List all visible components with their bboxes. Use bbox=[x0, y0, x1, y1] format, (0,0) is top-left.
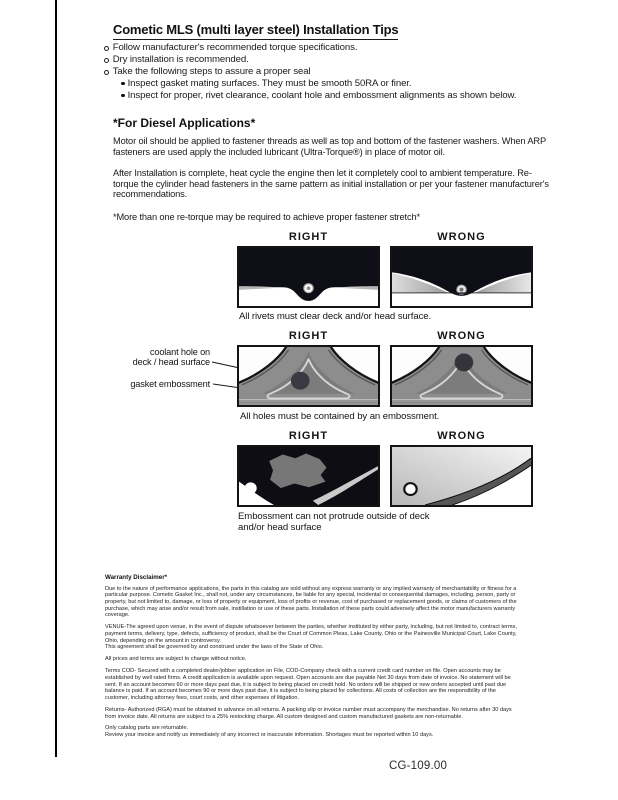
rivet-right-illustration bbox=[239, 248, 378, 306]
list-item bbox=[104, 42, 516, 54]
circle-bullet-icon bbox=[104, 46, 109, 51]
list-item bbox=[104, 66, 516, 78]
gasket-embossment-annotation: gasket embossment bbox=[130, 379, 210, 389]
diesel-paragraph: After Installation is complete, heat cycle the engine then let it completely cool to ambient temperature. Re-torque the cylinder head fasteners in the same pattern as initial installation or per your fastener manufacturer's recommendations. bbox=[113, 168, 549, 200]
disclaimer-paragraph: Returns- Authorized (RGA) must be obtained in advance on all returns. A packing slip or invoice number must accompany the merchandise. No returns after 30 days from invoice date. All returns are subject to a 25% restocking charge. All custom designed and custom manufactured gaskets are non-returnable. bbox=[105, 706, 512, 720]
embossment-caption bbox=[238, 511, 429, 533]
diesel-section-heading: *For Diesel Applications* bbox=[113, 116, 256, 130]
list-item bbox=[121, 90, 516, 102]
coolant-wrong-illustration bbox=[392, 347, 531, 405]
tip-text: Dry installation is recommended. bbox=[112, 54, 249, 65]
rivet-wrong-illustration bbox=[392, 248, 531, 306]
page-title bbox=[113, 22, 398, 37]
tip-text: Inspect gasket mating surfaces. They must be smooth 50RA or finer. bbox=[127, 78, 412, 89]
diesel-paragraph: Motor oil should be applied to fastener threads as well as top and bottom of the fastener washers. When ARP fasteners are used apply the included lubricant (Ultra-Torque®) in place of motor oil. bbox=[113, 136, 546, 157]
list-item bbox=[121, 78, 516, 90]
circle-bullet-icon bbox=[104, 58, 109, 63]
tip-text: Inspect for proper, rivet clearance, coolant hole and embossment alignments as shown below. bbox=[127, 90, 517, 101]
disclaimer-heading: Warranty Disclaimer* bbox=[105, 574, 168, 581]
dot-bullet-icon bbox=[121, 94, 125, 98]
rivet-wrong-diagram bbox=[390, 246, 533, 308]
embossment-caption-line: Embossment can not protrude outside of deck bbox=[238, 511, 430, 522]
coolant-wrong-label: WRONG bbox=[437, 330, 486, 342]
page-edge-line bbox=[55, 0, 57, 757]
embossment-caption-line: and/or head surface bbox=[238, 522, 322, 533]
annotation-line: deck / head surface bbox=[132, 357, 210, 367]
embossment-wrong-illustration bbox=[392, 447, 531, 505]
embossment-wrong-diagram bbox=[390, 445, 533, 507]
circle-bullet-icon bbox=[104, 70, 109, 75]
warranty-disclaimer bbox=[105, 574, 519, 744]
page-title-text: Cometic MLS (multi layer steel) Installation Tips bbox=[113, 22, 398, 40]
embossment-right-label: RIGHT bbox=[288, 430, 329, 442]
disclaimer-paragraph: Terms COD- Secured with a completed dealer/jobber application on File, COD-Company check with a current credit card number on file. Open accounts may be established by well rated firms. A credit application is available upon request. Open accounts are due payable Net 30 days from date of invoice. No statement will be sent. If an account becomes 60 or more days past due, it is subject to being placed on credit hold. No orders will be shipped or new orders accepted until past due balance is paid. If an account becomes 90 or more days past due, it is subject to being placed for collections. All costs of collection are the responsibility of the customer, including attorney fees, court costs, and other expenses of litigation. bbox=[105, 668, 511, 701]
coolant-right-illustration bbox=[239, 347, 378, 405]
rivet-caption: All rivets must clear deck and/or head surface. bbox=[239, 311, 432, 322]
retorque-note: *More than one re-torque may be required to achieve proper fastener stretch* bbox=[113, 212, 420, 222]
embossment-right-diagram bbox=[237, 445, 380, 507]
document-number: CG-109.00 bbox=[389, 760, 448, 772]
coolant-wrong-diagram bbox=[390, 345, 533, 407]
embossment-wrong-label: WRONG bbox=[437, 430, 486, 442]
rivet-right-label: RIGHT bbox=[288, 231, 329, 243]
dot-bullet-icon bbox=[121, 82, 125, 86]
embossment-right-illustration bbox=[239, 447, 378, 505]
rivet-wrong-label: WRONG bbox=[437, 231, 486, 243]
tip-text: Follow manufacturer's recommended torque specifications. bbox=[112, 42, 358, 53]
disclaimer-paragraph: All prices and terms are subject to change without notice. bbox=[105, 656, 247, 663]
coolant-right-diagram bbox=[237, 345, 380, 407]
tip-text: Take the following steps to assure a proper seal bbox=[112, 66, 311, 77]
coolant-hole-annotation bbox=[108, 347, 210, 367]
disclaimer-paragraph: Only catalog parts are returnable. bbox=[105, 725, 189, 732]
disclaimer-paragraph: Review your invoice and notify us immediately of any incorrect or inaccurate information. Shortages must be reported within 10 days. bbox=[105, 732, 434, 739]
coolant-right-label: RIGHT bbox=[288, 330, 329, 342]
installation-tips-list bbox=[104, 42, 516, 102]
disclaimer-paragraph: This agreement shall be governed by and construed under the laws of the State of Ohio. bbox=[105, 644, 324, 651]
coolant-caption: All holes must be contained by an embossment. bbox=[240, 411, 440, 422]
list-item bbox=[104, 54, 516, 66]
annotation-line: coolant hole on bbox=[149, 347, 210, 357]
disclaimer-paragraph: Due to the nature of performance applications, the parts in this catalog are sold without any express warranty or any implied warranty of merchantability or fitness for a particular purpose. Cometic Gasket Inc., shall not, under any circumstances, be liable for any special, incidental or consequential damages, including, person, party or property, but not limited to, damage, or loss of property or equipment, loss of profits or revenue, cost of purchased or replacement goods, or claims of customers of the purchase, which may arise and/or result from sale, instillation or use of these parts. Installation of these parts could adversely affect the motor manufacturers warranty coverage. bbox=[105, 585, 517, 619]
rivet-right-diagram bbox=[237, 246, 380, 308]
disclaimer-paragraph: VENUE-The agreed upon venue, in the event of dispute whatsoever between the parties, whether instituted by either party, including, but not limited to, contract terms, payment terms, delivery, type, defects, sufficiency of product, shall be the Court of Common Pleas, Lake County, Ohio or the Painesville Municipal Court, Lake County, Ohio, depending on the amount in controversy. bbox=[105, 624, 517, 644]
